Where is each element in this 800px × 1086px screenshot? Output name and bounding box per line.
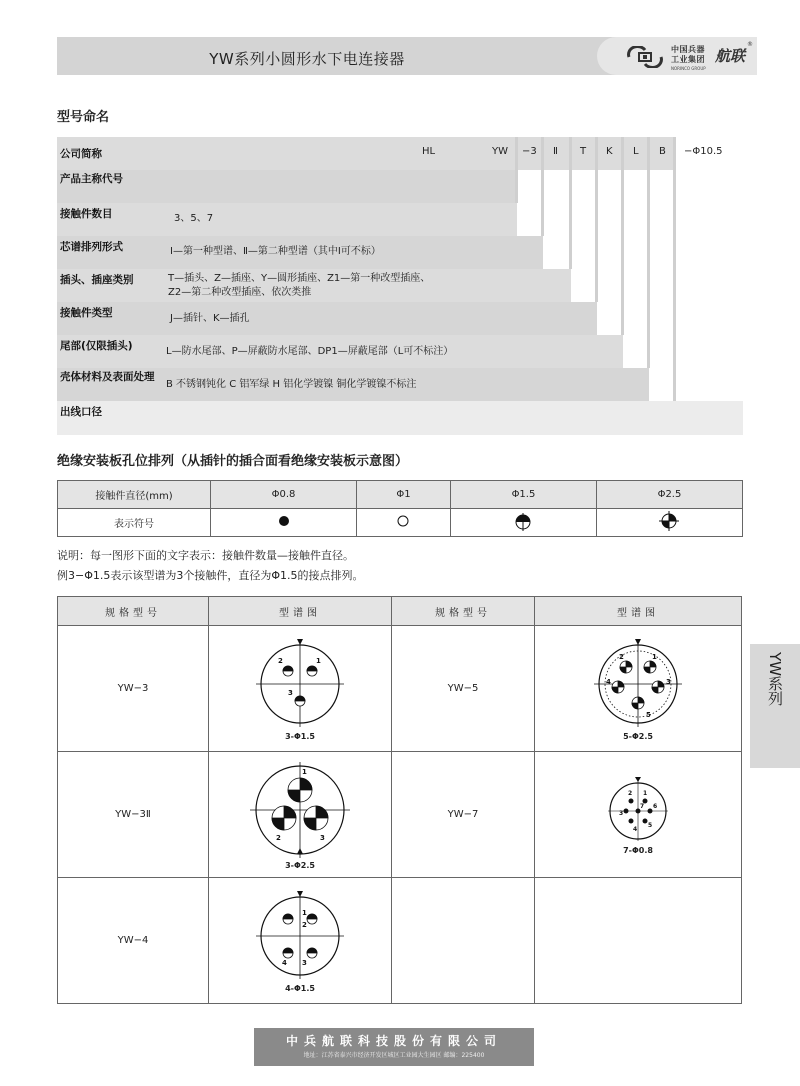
pin-number: 4 <box>282 958 287 967</box>
naming-desc-tail: L—防水尾部、P—屏蔽防水尾部、DP1—屏蔽尾部（L可不标注） <box>166 346 454 357</box>
pin-number: 4 <box>633 825 638 833</box>
series-side-tab <box>750 644 800 768</box>
hollow-circle-icon <box>396 514 410 528</box>
symtab-header-label: 接触件直径(mm) <box>58 481 211 509</box>
series-side-tab-label: YW系列 <box>766 652 784 706</box>
naming-label-company: 公司简称 <box>60 148 102 160</box>
model-cell: YW−7 <box>392 752 535 878</box>
filled-circle-icon <box>277 514 291 528</box>
note-line-1: 说明：每一图形下面的文字表示：接触件数量—接触件直径。 <box>57 549 354 562</box>
pin-number: 3 <box>320 833 325 842</box>
diagram-cell-yw3 <box>209 626 392 752</box>
pin-number: 1 <box>652 652 657 661</box>
naming-band <box>57 302 597 335</box>
symtab-symbol-cell <box>357 509 451 537</box>
code-material: B <box>659 146 666 157</box>
page-title: YW系列小圆形水下电连接器 <box>209 50 405 68</box>
pinout-diagram-yw4 <box>250 889 350 983</box>
symtab-size: Φ1.5 <box>450 481 596 509</box>
code-outlet: −Φ10.5 <box>684 146 723 157</box>
naming-desc-count: 3、5、7 <box>174 213 214 224</box>
pinout-diagram-yw3 <box>250 637 350 731</box>
pinout-diagram-yw7 <box>603 775 673 845</box>
page-header <box>57 37 753 75</box>
model-cell: YW−3Ⅱ <box>58 752 209 878</box>
naming-desc-plug-type-1: T—插头、Z—插座、Y—圆形插座、Z1—第一种改型插座、 <box>168 273 431 284</box>
pin-number: 2 <box>276 833 281 842</box>
naming-desc-pattern: Ⅰ—第一种型谱、Ⅱ—第二种型谱（其中Ⅰ可不标） <box>170 246 381 257</box>
pin-number: 6 <box>653 802 658 810</box>
pin-number: 3 <box>302 958 307 967</box>
grid-header-model: 规格型号 <box>392 597 535 626</box>
logo-text-line1: 中国兵器 <box>671 45 705 54</box>
naming-desc-plug-type-2: Z2—第二种改型插座、依次类推 <box>168 287 312 298</box>
naming-label-product: 产品主称代号 <box>60 173 123 185</box>
naming-label-material: 壳体材料及表面处理 <box>60 371 155 383</box>
naming-desc-contact-type: J—插针、K—插孔 <box>170 313 250 324</box>
pin-number: 2 <box>278 656 283 665</box>
symtab-symbol-cell <box>450 509 596 537</box>
symtab-symbol-cell <box>211 509 357 537</box>
naming-connector <box>595 137 598 302</box>
half-filled-circle-icon <box>513 511 533 531</box>
pinout-diagram-yw3ii <box>248 760 352 860</box>
code-company: HL <box>422 146 436 157</box>
symtab-symbol-cell <box>596 509 742 537</box>
naming-connector <box>673 137 676 401</box>
footer-company-name: 中兵航联科技股份有限公司 <box>285 1034 502 1048</box>
diagram-cell-yw5 <box>535 626 742 752</box>
naming-label-tail: 尾部(仅限插头) <box>60 340 133 352</box>
code-count: −3 <box>522 146 537 157</box>
pin-number: 1 <box>302 908 307 917</box>
diagram-cell-yw4 <box>209 878 392 1004</box>
diagram-caption: 5-Φ2.5 <box>623 731 653 741</box>
brand-name: 航联 <box>715 47 746 65</box>
pin-number: 1 <box>302 767 307 776</box>
naming-label-outlet: 出线口径 <box>60 406 102 418</box>
naming-band <box>57 203 517 236</box>
diagram-caption: 3-Φ2.5 <box>285 860 315 870</box>
naming-connector <box>515 137 518 203</box>
contact-symbol-table <box>57 480 743 537</box>
note-line-2: 例3−Φ1.5表示该型谱为3个接触件，直径为Φ1.5的接点排列。 <box>57 569 364 582</box>
naming-connector <box>569 137 572 269</box>
naming-label-count: 接触件数目 <box>60 208 113 220</box>
symtab-size: Φ1 <box>357 481 451 509</box>
footer-address: 地址：江苏省泰兴市经济开发区城区工业园大生园区 邮编：225400 <box>303 1052 485 1059</box>
symtab-size: Φ2.5 <box>596 481 742 509</box>
page-footer <box>254 1028 534 1066</box>
pinout-diagram-yw5 <box>588 637 688 731</box>
symtab-size: Φ0.8 <box>211 481 357 509</box>
pin-number: 3 <box>666 677 671 686</box>
naming-desc-material: B 不锈钢钝化 C 铝军绿 H 铝化学镀镍 铜化学镀镍不标注 <box>166 379 417 390</box>
model-cell: YW−5 <box>392 626 535 752</box>
grid-header-diagram: 型谱图 <box>535 597 742 626</box>
pin-number: 4 <box>606 677 611 686</box>
registered-mark: ® <box>747 41 753 48</box>
diagram-caption: 7-Φ0.8 <box>623 845 653 855</box>
code-tail: L <box>633 146 639 157</box>
grid-header-model: 规格型号 <box>58 597 209 626</box>
norinco-logo-icon <box>625 46 665 68</box>
code-pattern: Ⅱ <box>553 146 558 157</box>
naming-label-plug-type: 插头、插座类别 <box>60 274 134 286</box>
diagram-caption: 3-Φ1.5 <box>285 731 315 741</box>
symtab-symbol-label: 表示符号 <box>58 509 211 537</box>
pin-number: 2 <box>628 789 633 797</box>
naming-connector <box>647 137 650 368</box>
model-cell <box>392 878 535 1004</box>
pin-number: 1 <box>643 789 648 797</box>
logo-text-line2: 工业集团 <box>671 55 705 64</box>
naming-band <box>57 170 517 203</box>
pattern-table <box>57 596 742 1004</box>
code-plug-type: T <box>580 146 587 157</box>
naming-label-pattern: 芯谱排列形式 <box>60 241 123 253</box>
diagram-cell-yw3ii <box>209 752 392 878</box>
naming-connector <box>621 137 624 335</box>
code-contact-type: K <box>606 146 613 157</box>
model-cell: YW−3 <box>58 626 209 752</box>
model-cell: YW−4 <box>58 878 209 1004</box>
pin-number: 5 <box>648 821 653 829</box>
naming-section-title: 型号命名 <box>57 110 110 125</box>
naming-connector <box>541 137 544 236</box>
layout-section-title: 绝缘安装板孔位排列（从插针的插合面看绝缘安装板示意图） <box>57 454 409 469</box>
pin-number: 1 <box>316 656 321 665</box>
diagram-cell-empty <box>535 878 742 1004</box>
diagram-cell-yw7 <box>535 752 742 878</box>
pin-number: 2 <box>302 920 307 929</box>
code-product: YW <box>492 146 508 157</box>
diagram-caption: 4-Φ1.5 <box>285 983 315 993</box>
logo-text-en: NORINCO GROUP <box>671 66 706 71</box>
pin-number: 3 <box>288 688 293 697</box>
company-logo <box>597 37 757 75</box>
pin-number: 2 <box>619 652 624 661</box>
naming-label-contact-type: 接触件类型 <box>60 307 113 319</box>
quartered-circle-icon <box>658 510 680 532</box>
naming-band <box>57 401 743 435</box>
pin-number: 5 <box>646 710 651 719</box>
pin-number: 7 <box>640 802 645 810</box>
grid-header-diagram: 型谱图 <box>209 597 392 626</box>
pin-number: 3 <box>619 809 624 817</box>
